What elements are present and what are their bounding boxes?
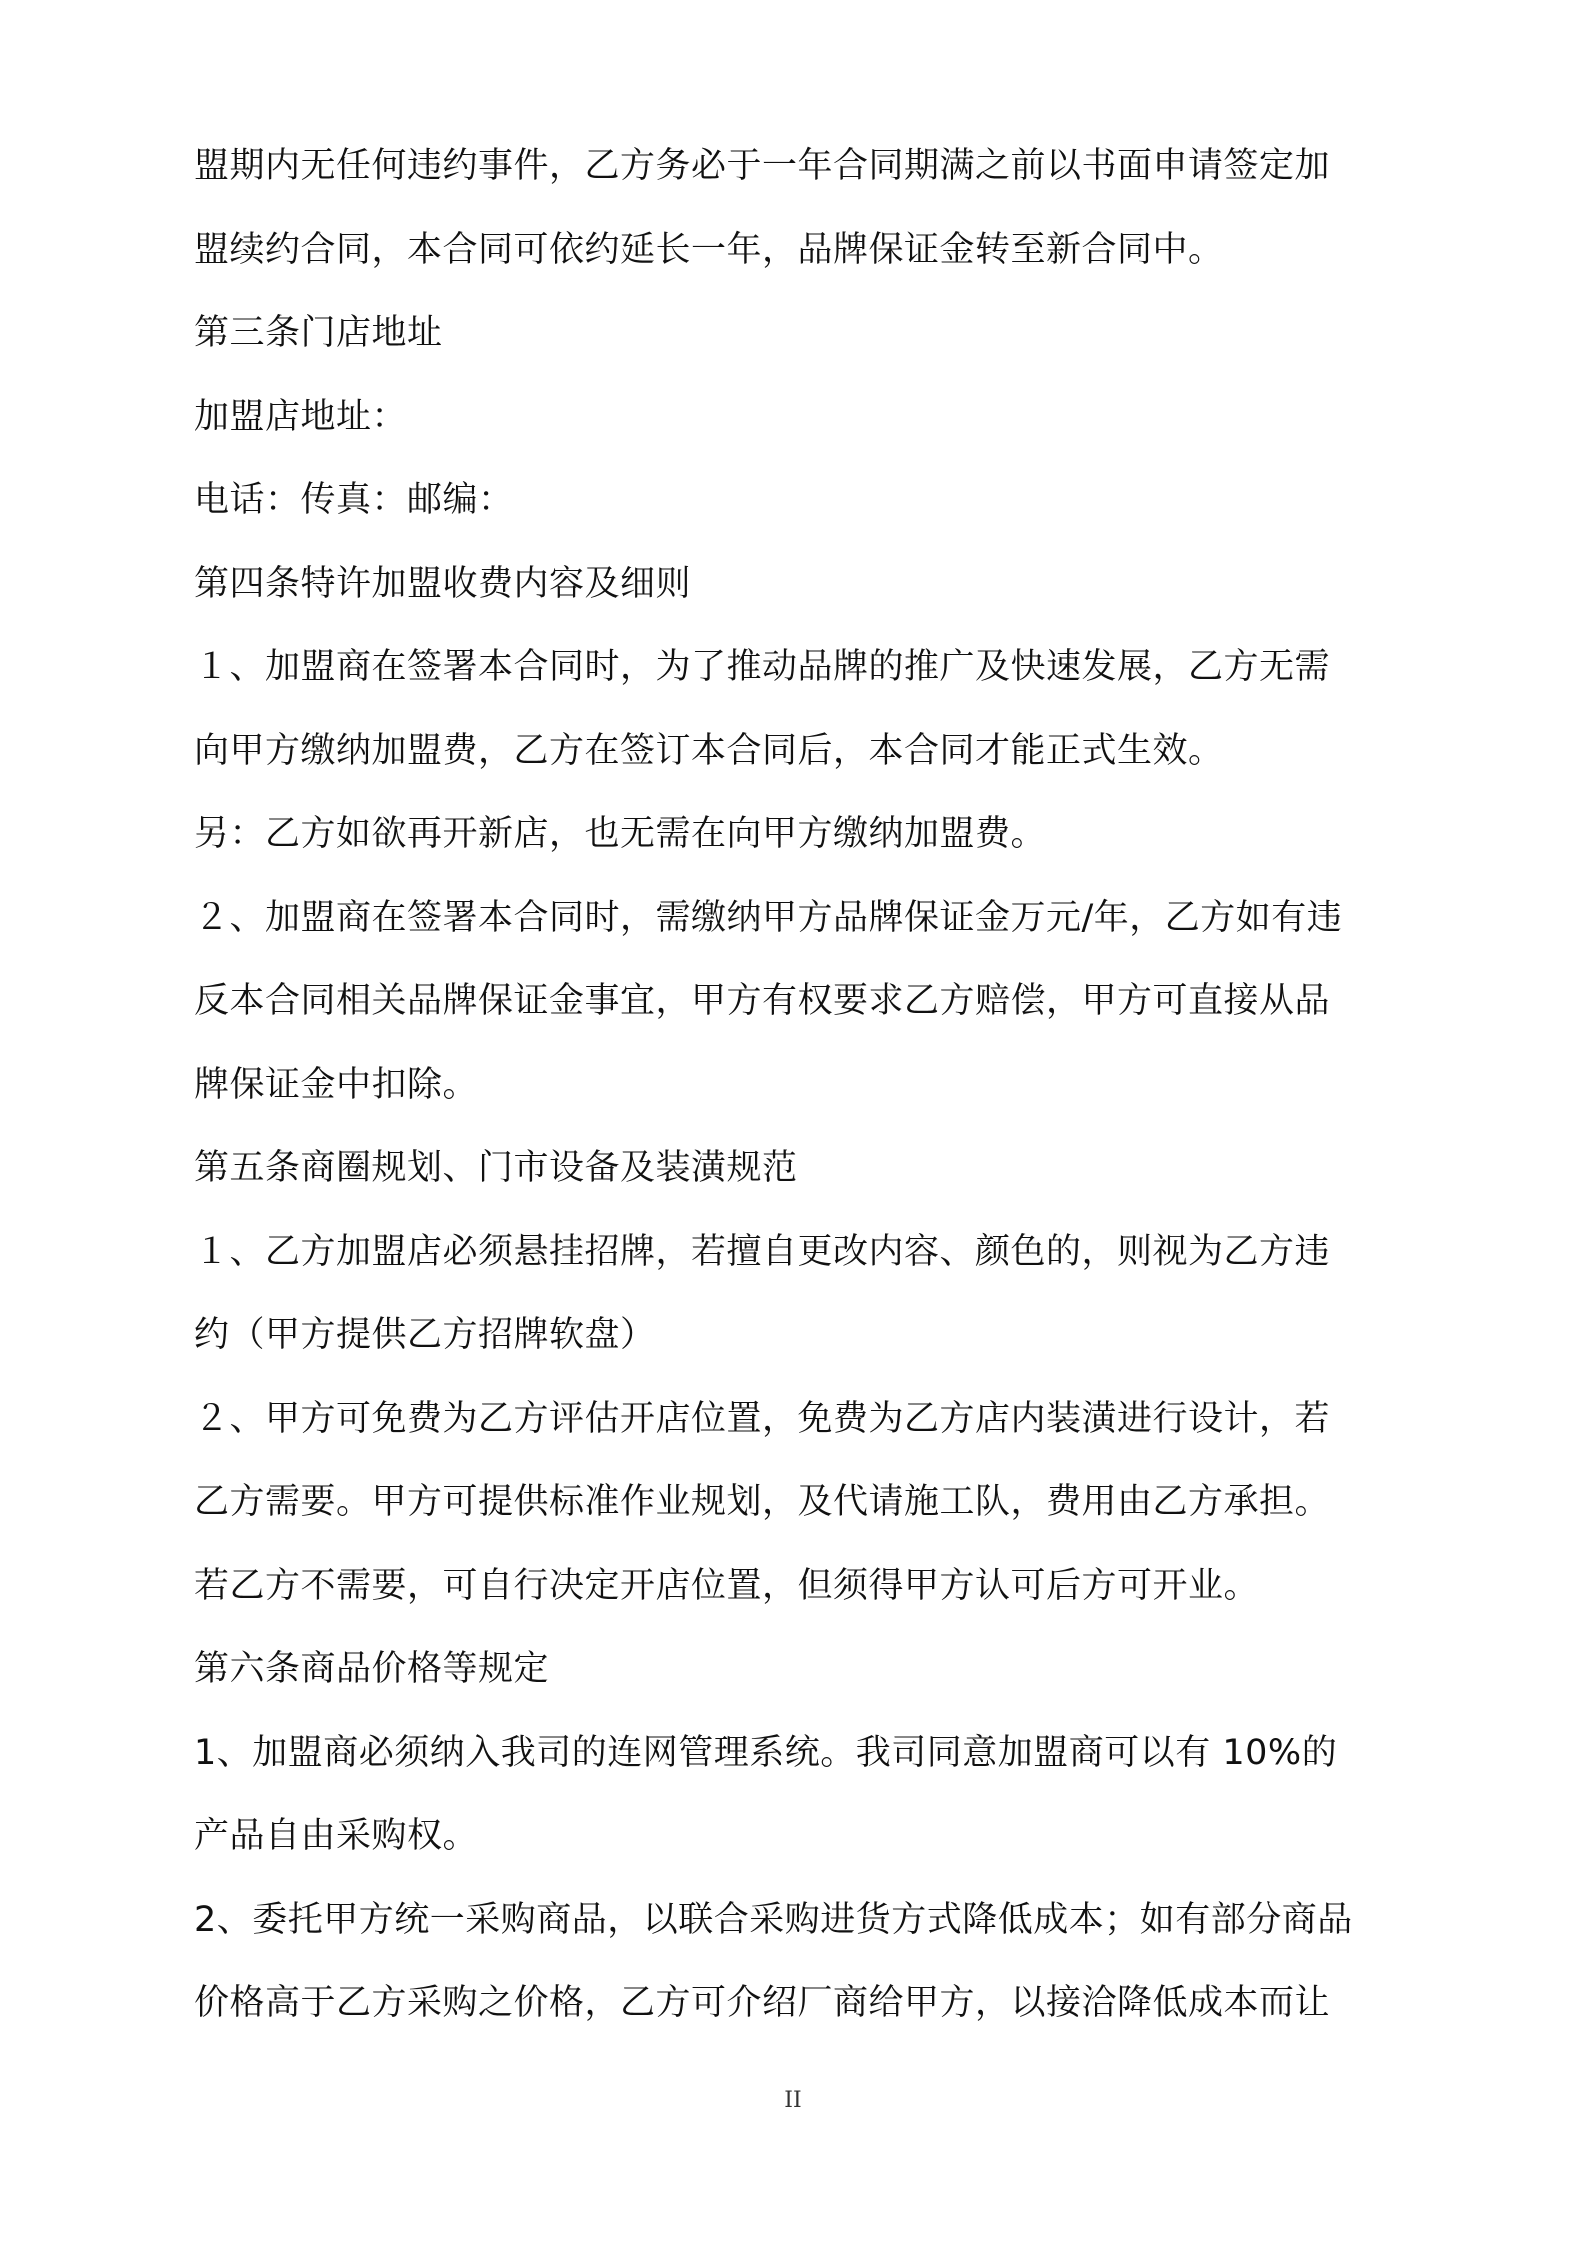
- text-line: 价格高于乙方采购之价格，乙方可介绍厂商给甲方，以接洽降低成本而让: [194, 1983, 1331, 2023]
- text-line: 牌保证金中扣除。: [194, 1064, 479, 1105]
- text-line: 反本合同相关品牌保证金事宜，甲方有权要求乙方赔偿，甲方可直接从品: [194, 981, 1331, 1021]
- section-heading: 第四条特许加盟收费内容及细则: [194, 563, 692, 604]
- page-number: II: [784, 2088, 802, 2113]
- text-line: 产品自由采购权。: [194, 1816, 479, 1856]
- text-line: 另：乙方如欲再开新店，也无需在向甲方缴纳加盟费。: [194, 814, 1047, 854]
- document-body: [194, 125, 1404, 2046]
- text-line: 加盟店地址：: [194, 396, 408, 437]
- text-line: ２、加盟商在签署本合同时，需缴纳甲方品牌保证金万元/年，乙方如有违: [194, 897, 1343, 938]
- text-line: １、乙方加盟店必须悬挂招牌，若擅自更改内容、颜色的，则视为乙方违: [194, 1231, 1331, 1272]
- section-heading: 第三条门店地址: [194, 313, 443, 353]
- section-heading: 第五条商圈规划、门市设备及装潢规范: [194, 1148, 798, 1188]
- text-line: 约（甲方提供乙方招牌软盘）: [194, 1315, 656, 1355]
- text-line: 盟期内无任何违约事件，乙方务必于一年合同期满之前以书面申请签定加: [194, 146, 1331, 186]
- section-heading: 第六条商品价格等规定: [194, 1649, 550, 1689]
- text-line: 向甲方缴纳加盟费，乙方在签订本合同后，本合同才能正式生效。: [194, 730, 1224, 771]
- text-line: 1、加盟商必须纳入我司的连网管理系统。我司同意加盟商可以有 10%的: [194, 1732, 1338, 1773]
- text-line: 盟续约合同，本合同可依约延长一年，品牌保证金转至新合同中。: [194, 229, 1224, 270]
- text-line: １、加盟商在签署本合同时，为了推动品牌的推广及快速发展，乙方无需: [194, 647, 1331, 687]
- text-line: 乙方需要。甲方可提供标准作业规划，及代请施工队，费用由乙方承担。: [194, 1482, 1331, 1522]
- text-line: 若乙方不需要，可自行决定开店位置，但须得甲方认可后方可开业。: [194, 1565, 1260, 1606]
- text-line: ２、甲方可免费为乙方评估开店位置，免费为乙方店内装潢进行设计，若: [194, 1398, 1331, 1439]
- text-line: 2、委托甲方统一采购商品，以联合采购进货方式降低成本；如有部分商品: [194, 1899, 1353, 1940]
- text-line: 电话：传真：邮编：: [194, 480, 514, 520]
